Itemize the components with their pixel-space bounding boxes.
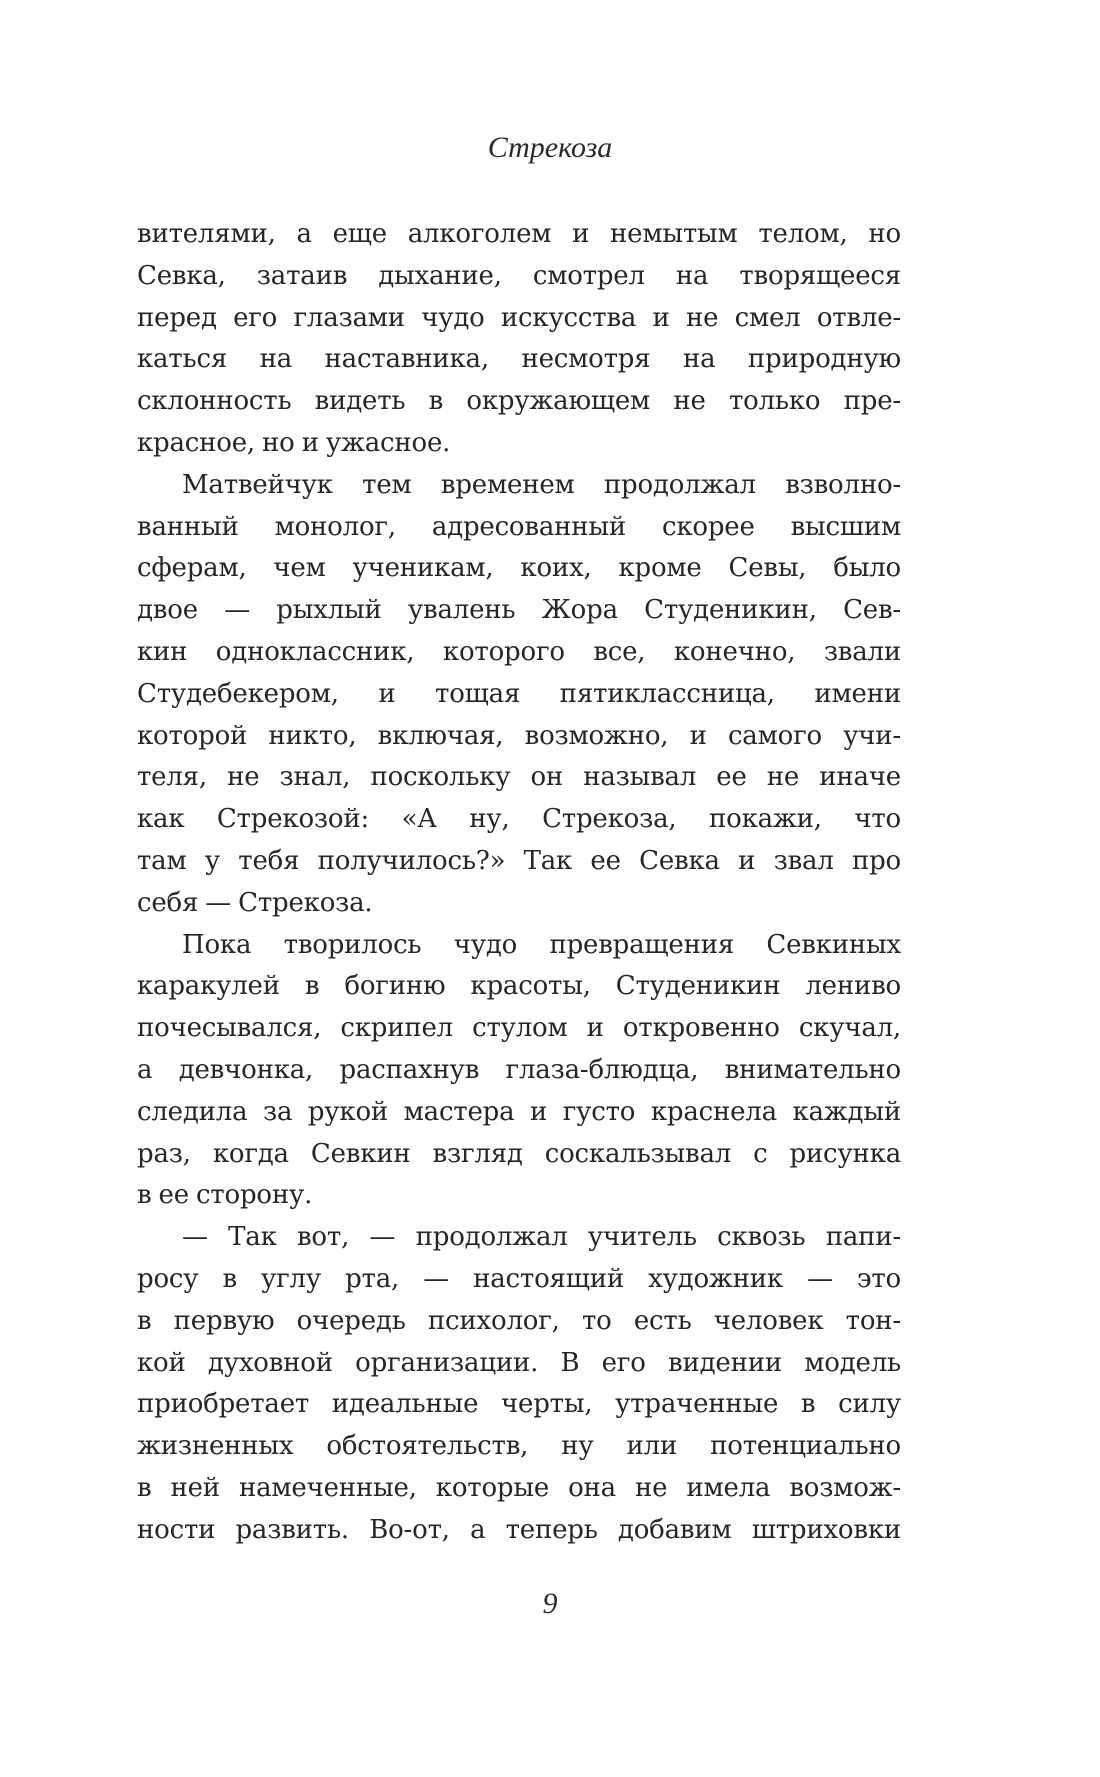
text-line: в ней намеченные, которые она не имела возмож-: [137, 1472, 901, 1503]
text-line: ванный монолог, адресованный скорее высшим: [137, 511, 901, 542]
text-line: почесывался, скрипел стулом и откровенно скучал,: [137, 1013, 901, 1044]
text-line: красное, но и ужасное.: [137, 427, 451, 458]
running-head: Стрекоза: [487, 131, 613, 164]
text-line: росу в углу рта, — настоящий художник — это: [137, 1263, 901, 1294]
text-line: Матвейчук тем временем продолжал взволно-: [182, 469, 901, 500]
text-line: как Стрекозой: «А ну, Стрекоза, покажи, что: [137, 804, 901, 835]
text-line: перед его глазами чудо искусства и не смел отвле-: [137, 302, 901, 333]
text-line: Студебекером, и тощая пятиклассница, имени: [137, 678, 901, 709]
text-line: приобретает идеальные черты, утраченные в силу: [137, 1389, 901, 1420]
text-line: Пока творилось чудо превращения Севкиных: [182, 929, 901, 960]
text-line: жизненных обстоятельств, ну или потенциально: [137, 1431, 901, 1462]
text-line: каться на наставника, несмотря на природную: [137, 344, 901, 375]
text-line: в первую очередь психолог, то есть человек тон-: [137, 1305, 901, 1336]
text-line: каракулей в богиню красоты, Студеникин лениво: [137, 971, 901, 1002]
text-line: сферам, чем ученикам, коих, кроме Севы, было: [137, 553, 901, 584]
text-line: ности развить. Во-от, а теперь добавим штриховки: [137, 1514, 901, 1545]
text-line: теля, не знал, поскольку он называл ее не иначе: [137, 762, 901, 793]
text-line: там у тебя получилось?» Так ее Севка и звал про: [137, 845, 901, 876]
page-number: 9: [542, 1587, 558, 1620]
text-line: которой никто, включая, возможно, и самого учи-: [137, 720, 901, 751]
paragraph: [137, 1217, 901, 1551]
text-line: следила за рукой мастера и густо краснела каждый: [137, 1096, 901, 1127]
text-line: в ее сторону.: [137, 1180, 313, 1211]
text-line: кин одноклассник, которого все, конечно, звали: [137, 636, 901, 667]
paragraph: [137, 465, 901, 925]
paragraph: [137, 925, 901, 1218]
text-line: себя — Стрекоза.: [137, 887, 373, 918]
paragraph: [137, 214, 901, 465]
text-line: кой духовной организации. В его видении модель: [137, 1347, 901, 1378]
text-line: — Так вот, — продолжал учитель сквозь папи-: [182, 1222, 901, 1253]
text-line: двое — рыхлый увалень Жора Студеникин, Сев-: [137, 595, 901, 626]
text-line: склонность видеть в окружающем не только пре-: [137, 386, 901, 417]
body-text: [137, 214, 901, 1552]
text-line: раз, когда Севкин взгляд соскальзывал с рисунка: [137, 1138, 901, 1169]
text-line: Севка, затаив дыхание, смотрел на творящееся: [137, 260, 901, 291]
text-line: а девчонка, распахнув глаза-блюдца, внимательно: [137, 1054, 901, 1085]
text-line: вителями, а еще алкоголем и немытым телом, но: [137, 219, 901, 249]
